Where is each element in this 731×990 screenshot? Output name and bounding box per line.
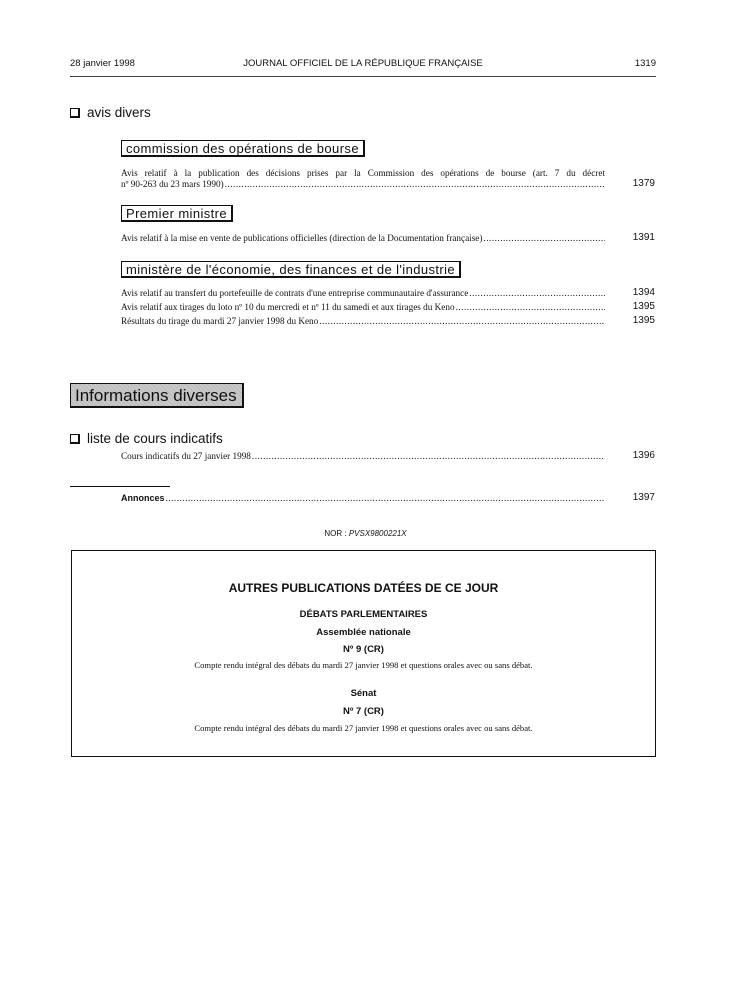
nor-label: NOR : [324, 529, 347, 538]
entry-page-number[interactable]: 1394 [632, 287, 655, 298]
header-divider [70, 76, 656, 77]
senat-number: Nº 7 (CR) [343, 706, 384, 717]
entry-page-number[interactable]: 1397 [632, 492, 655, 503]
entry-text-line[interactable]: Avis relatif à la publication des décisions prises par la Commission des opérations de bourse (art. 7 du décret [121, 168, 605, 178]
toc-entry[interactable] [121, 288, 605, 299]
section-title: liste de cours indicatifs [87, 431, 223, 446]
leader-dots [483, 233, 605, 244]
nor-value: PVSX9800221X [348, 529, 407, 538]
toc-entry-annonces[interactable] [121, 493, 605, 504]
toc-entry[interactable] [121, 316, 605, 327]
leader-dots [166, 493, 605, 504]
senat-name: Sénat [350, 688, 377, 699]
checkbox-icon [70, 434, 80, 444]
section-title: avis divers [87, 105, 151, 120]
autres-publications-box [71, 550, 656, 757]
leader-dots [225, 179, 605, 190]
leader-dots [469, 288, 605, 299]
section-avis-divers [70, 105, 151, 120]
leader-dots [319, 316, 605, 327]
assemblee-description: Compte rendu intégral des débats du mardi 27 janvier 1998 et questions orales avec ou sans débat. [194, 660, 533, 670]
toc-entry[interactable] [121, 233, 605, 244]
entry-page-number[interactable]: 1395 [632, 315, 655, 326]
page-header [70, 58, 656, 72]
entry-page-number[interactable]: 1395 [632, 301, 655, 312]
entry-page-number[interactable]: 1396 [632, 450, 655, 461]
toc-entry[interactable] [121, 302, 605, 313]
assemblee-name: Assemblée nationale [316, 627, 411, 638]
assemblee-number: Nº 9 (CR) [343, 644, 384, 655]
entry-page-number[interactable]: 1391 [632, 232, 655, 243]
entry-text: Cours indicatifs du 27 janvier 1998 [121, 451, 251, 461]
leader-dots [252, 451, 605, 462]
header-date: 28 janvier 1998 [70, 58, 135, 69]
heading-commission-operations-bourse: commission des opérations de bourse [121, 140, 365, 157]
pub-subtitle: DÉBATS PARLEMENTAIRES [299, 609, 428, 620]
entry-page-number[interactable]: 1379 [632, 178, 655, 189]
heading-premier-ministre: Premier ministre [121, 205, 233, 222]
section-liste-cours [70, 431, 223, 446]
heading-informations-diverses: Informations diverses [70, 383, 244, 408]
nor-reference [0, 529, 731, 538]
leader-dots [456, 302, 605, 313]
header-page-number: 1319 [634, 58, 656, 69]
senat-description: Compte rendu intégral des débats du mardi 27 janvier 1998 et questions orales avec ou sans débat. [194, 723, 533, 733]
toc-entry[interactable] [121, 179, 605, 190]
heading-ministere-economie: ministère de l'économie, des finances et de l'industrie [121, 261, 461, 278]
pub-title: AUTRES PUBLICATIONS DATÉES DE CE JOUR [228, 581, 499, 595]
toc-entry[interactable] [121, 451, 605, 462]
entry-text: Annonces [121, 493, 165, 503]
checkbox-icon [70, 108, 80, 118]
entry-text: Avis relatif aux tirages du loto nº 10 du mercredi et nº 11 du samedi et aux tirages du Keno [121, 302, 455, 312]
divider [70, 486, 170, 487]
entry-text: nº 90-263 du 23 mars 1990) [121, 179, 224, 189]
entry-text: Résultats du tirage du mardi 27 janvier 1998 du Keno [121, 316, 319, 326]
entry-text: Avis relatif à la mise en vente de publications officielles (direction de la Documentation française) [121, 233, 483, 243]
entry-text: Avis relatif au transfert du portefeuille de contrats d'une entreprise communautaire d'assurance [121, 288, 469, 298]
journal-title: JOURNAL OFFICIEL DE LA RÉPUBLIQUE FRANÇAISE [243, 58, 483, 69]
